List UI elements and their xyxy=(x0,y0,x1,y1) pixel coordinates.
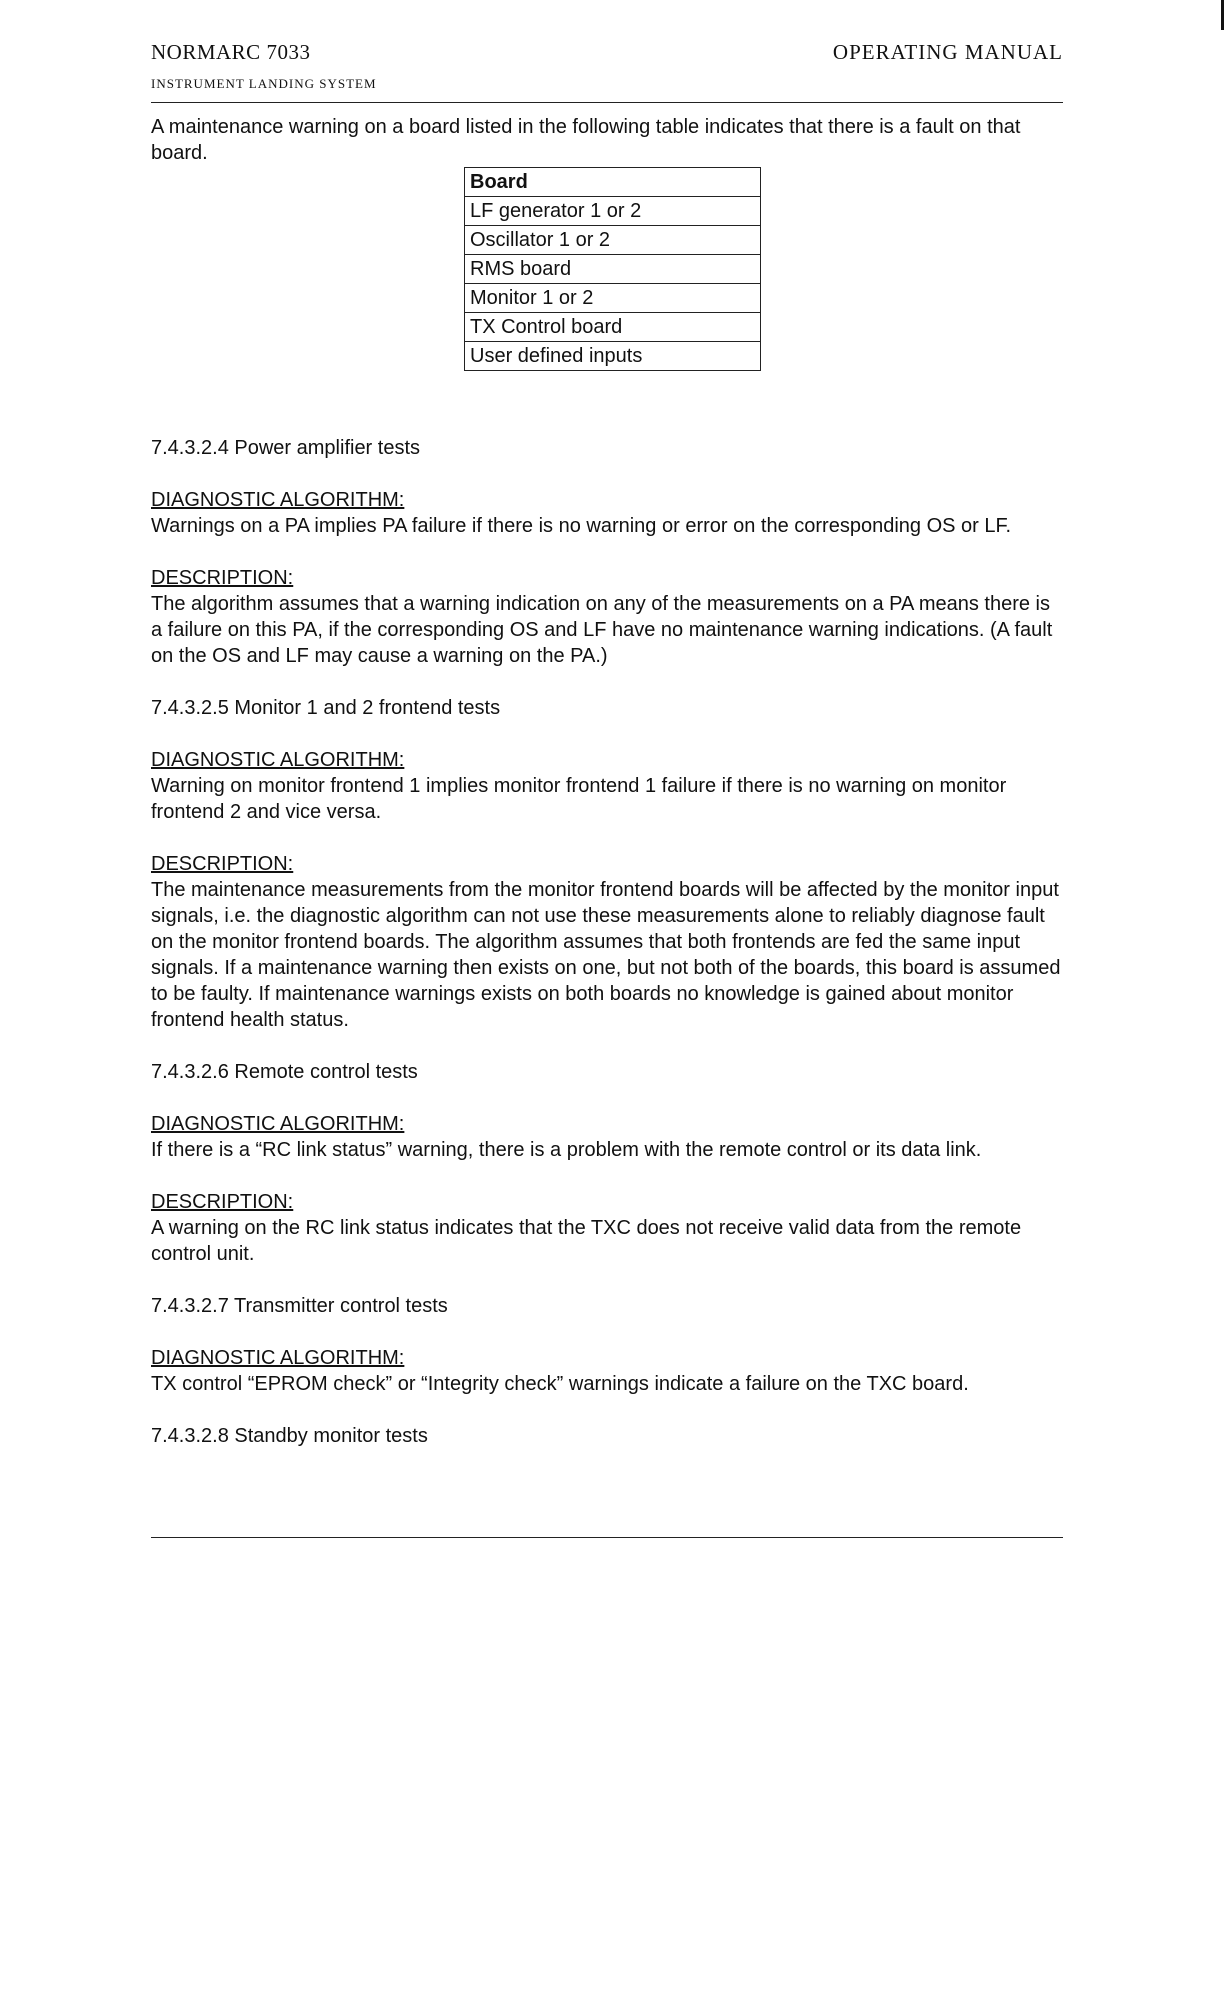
footer-divider xyxy=(151,1537,1063,1538)
table-row xyxy=(465,197,761,226)
diagnostic-algorithm-label: DIAGNOSTIC ALGORITHM: xyxy=(151,1113,405,1135)
table-cell: User defined inputs xyxy=(465,342,761,371)
section-title-power-amplifier: 7.4.3.2.4 Power amplifier tests xyxy=(151,437,421,459)
table-row xyxy=(465,255,761,284)
diagnostic-algorithm-text: TX control “EPROM check” or “Integrity check” warnings indicate a failure on the TXC board. xyxy=(151,1373,969,1395)
diagnostic-algorithm-text: Warnings on a PA implies PA failure if there is no warning or error on the corresponding OS or LF. xyxy=(151,515,1012,537)
description-text: A warning on the RC link status indicates that the TXC does not receive valid data from the remote control unit. xyxy=(151,1217,1022,1265)
table-row xyxy=(465,284,761,313)
description-text: The maintenance measurements from the monitor frontend boards will be affected by the monitor input signals, i.e. the diagnostic algorithm can not use these measurements alone to reliably diagnose fault on the monitor frontend boards. The algorithm assumes that both frontends are fed the same input signals. If a maintenance warning then exists on one, but not both of the boards, this board is assumed to be faulty. If maintenance warnings exists on both boards no knowledge is gained about monitor frontend health status. xyxy=(151,879,1061,1031)
manual-title: OPERATING MANUAL xyxy=(832,40,1063,64)
table-cell: Oscillator 1 or 2 xyxy=(465,226,761,255)
diagnostic-algorithm-text: If there is a “RC link status” warning, there is a problem with the remote control or its data link. xyxy=(151,1139,982,1161)
description-label: DESCRIPTION: xyxy=(151,567,294,589)
table-row xyxy=(465,342,761,371)
table-cell: Monitor 1 or 2 xyxy=(465,284,761,313)
table-row xyxy=(465,226,761,255)
section-title-standby-monitor: 7.4.3.2.8 Standby monitor tests xyxy=(151,1425,428,1447)
table-row xyxy=(465,313,761,342)
description-label: DESCRIPTION: xyxy=(151,853,294,875)
diagnostics-sections xyxy=(151,435,1063,1475)
description-text: The algorithm assumes that a warning indication on any of the measurements on a PA means there is a failure on this PA, if the corresponding OS and LF have no maintenance warning indications. (A fault on the OS and LF may cause a warning on the PA.) xyxy=(151,593,1053,667)
table-header-row xyxy=(465,168,761,197)
description-label: DESCRIPTION: xyxy=(151,1191,294,1213)
diagnostic-algorithm-label: DIAGNOSTIC ALGORITHM: xyxy=(151,749,405,771)
diagnostic-algorithm-label: DIAGNOSTIC ALGORITHM: xyxy=(151,1347,405,1369)
table-cell: LF generator 1 or 2 xyxy=(465,197,761,226)
diagnostic-algorithm-text: Warning on monitor frontend 1 implies monitor frontend 1 failure if there is no warning on monitor frontend 2 and vice versa. xyxy=(151,775,1007,823)
intro-paragraph: A maintenance warning on a board listed in the following table indicates that there is a fault on that board. xyxy=(151,116,1021,164)
section-title-remote-control: 7.4.3.2.6 Remote control tests xyxy=(151,1061,418,1083)
table-header-cell: Board xyxy=(465,168,761,197)
section-title-transmitter-control: 7.4.3.2.7 Transmitter control tests xyxy=(151,1295,448,1317)
section-title-monitor-frontend: 7.4.3.2.5 Monitor 1 and 2 frontend tests xyxy=(151,697,501,719)
product-subtitle: INSTRUMENT LANDING SYSTEM xyxy=(151,76,377,91)
header-divider xyxy=(151,102,1063,103)
table-cell: TX Control board xyxy=(465,313,761,342)
diagnostic-algorithm-label: DIAGNOSTIC ALGORITHM: xyxy=(151,489,405,511)
product-name: NORMARC 7033 xyxy=(151,40,311,64)
board-table xyxy=(464,167,761,371)
table-cell: RMS board xyxy=(465,255,761,284)
